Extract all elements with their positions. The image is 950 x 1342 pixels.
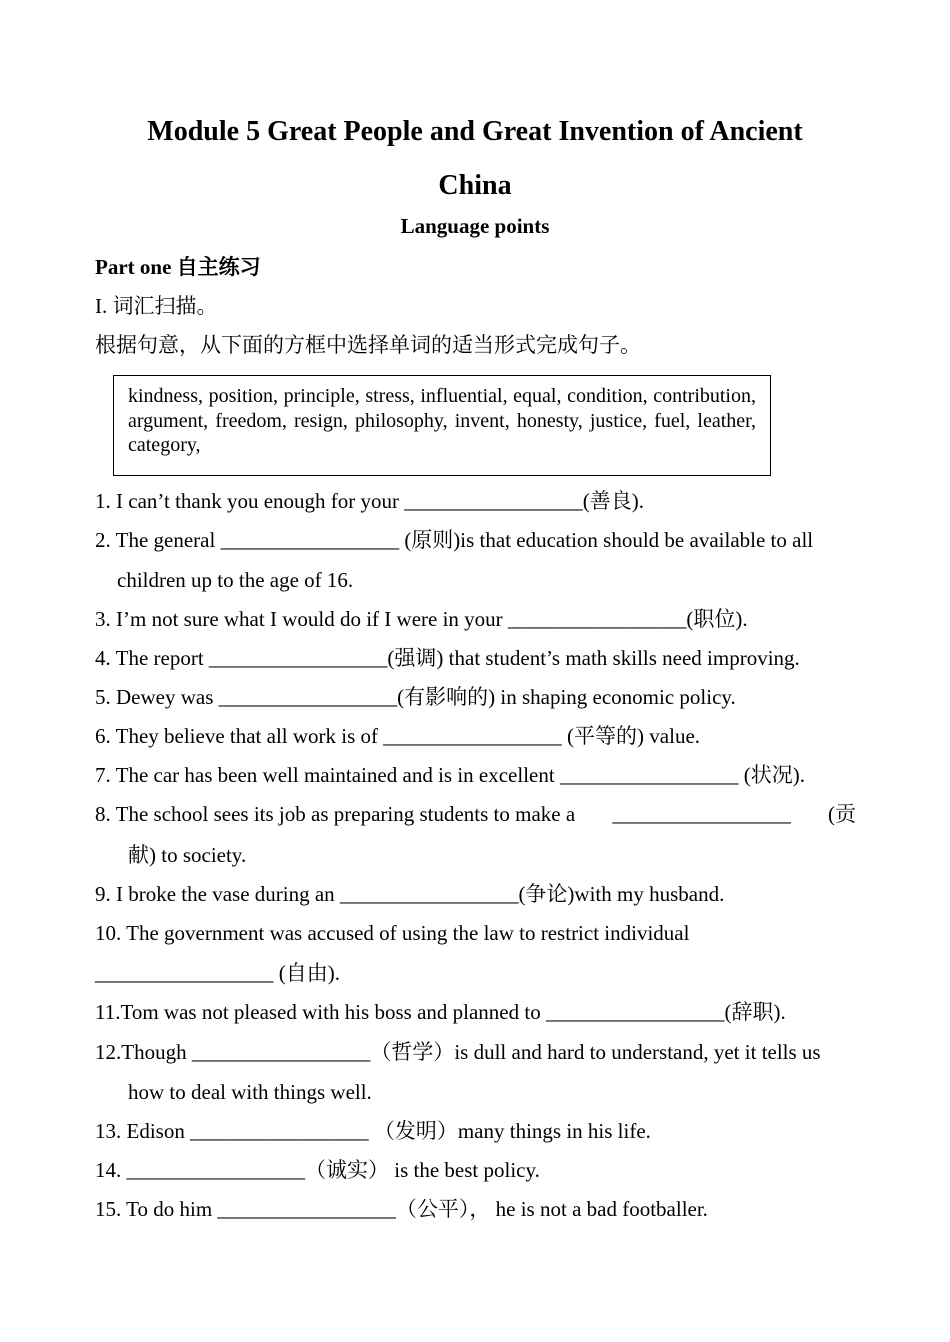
question-10-blank-line [95, 960, 340, 986]
answer-blank-2[interactable]: _________________ [220, 528, 400, 552]
answer-blank-7[interactable]: _________________ [559, 763, 739, 787]
question-4-text: 4. The report [95, 646, 209, 670]
question-1 [95, 488, 644, 514]
question-12-text: 12.Though [95, 1040, 192, 1064]
question-12-continuation: how to deal with things well. [128, 1080, 372, 1104]
question-7-hint: (状况). [738, 763, 805, 787]
question-4 [95, 645, 800, 671]
answer-blank-4[interactable]: _________________ [208, 646, 388, 670]
question-12-hint: （哲学）is dull and hard to understand, yet it tells us [370, 1040, 821, 1064]
question-3-hint: (职位). [686, 607, 748, 631]
instruction: 根据句意，从下面的方框中选择单词的适当形式完成句子。 [95, 333, 641, 357]
question-9-text: 9. I broke the vase during an [95, 882, 340, 906]
answer-blank-5[interactable]: _________________ [218, 685, 398, 709]
question-11-text: 11.Tom was not pleased with his boss and planned to [95, 1000, 546, 1024]
question-8-continuation: 献) to society. [128, 843, 247, 867]
question-2 [95, 527, 813, 553]
question-1-text: 1. I can’t thank you enough for your [95, 489, 405, 513]
question-7-text: 7. The car has been well maintained and is in excellent [95, 763, 560, 787]
answer-blank-15[interactable]: _________________ [217, 1197, 396, 1221]
answer-blank-6[interactable]: _________________ [383, 724, 562, 748]
subtitle: Language points [400, 214, 550, 238]
question-2-text: 2. The general [95, 528, 221, 552]
question-13-hint: （发明）many things in his life. [368, 1119, 651, 1143]
question-2-hint: (原则)is that education should be available to all [399, 528, 814, 552]
question-15-hint: （公平）， he is not a bad footballer. [395, 1197, 708, 1221]
answer-blank-10[interactable]: _________________ [95, 961, 274, 985]
title-line-2: China [438, 170, 512, 201]
section-heading: I. 词汇扫描。 [95, 294, 218, 318]
question-4-hint: (强调) that student’s math skills need improving. [387, 646, 800, 670]
question-6-hint: (平等的) value. [561, 724, 701, 748]
question-5-hint: (有影响的) in shaping economic policy. [397, 685, 736, 709]
question-14-text: 14. [95, 1158, 127, 1182]
question-5 [95, 684, 736, 710]
question-8-hint: (贡 [828, 802, 856, 826]
question-1-hint: (善良). [582, 489, 645, 513]
word-bank-box: kindness, position, principle, stress, influential, equal, condition, contribution, argument, freedom, resign, philosophy, invent, honesty, justice, fuel, leather, category, [113, 375, 771, 476]
question-5-text: 5. Dewey was [95, 685, 219, 709]
question-15 [95, 1196, 708, 1222]
answer-blank-12[interactable]: _________________ [191, 1040, 371, 1064]
question-6-text: 6. They believe that all work is of [95, 724, 384, 748]
question-14 [95, 1157, 540, 1183]
question-7 [95, 762, 805, 788]
question-13-text: 13. Edison [95, 1119, 191, 1143]
answer-blank-14[interactable]: _________________ [126, 1158, 305, 1182]
answer-blank-8[interactable]: _________________ [612, 802, 791, 826]
question-14-hint: （诚实） is the best policy. [305, 1158, 540, 1182]
question-3-text: 3. I’m not sure what I would do if I were in your [95, 607, 508, 631]
question-11-hint: (辞职). [724, 1000, 786, 1024]
answer-blank-1[interactable]: _________________ [404, 489, 583, 513]
question-9-hint: (争论)with my husband. [518, 882, 725, 906]
answer-blank-13[interactable]: _________________ [190, 1119, 369, 1143]
answer-blank-9[interactable]: _________________ [339, 882, 519, 906]
question-8-text: 8. The school sees its job as preparing students to make a [95, 802, 576, 826]
question-8 [95, 801, 856, 827]
question-12 [95, 1039, 821, 1065]
answer-blank-11[interactable]: _________________ [545, 1000, 725, 1024]
question-11 [95, 999, 786, 1025]
question-10: 10. The government was accused of using the law to restrict individual [95, 921, 690, 945]
title-line-1: Module 5 Great People and Great Invention of Ancient [147, 116, 803, 147]
answer-blank-3[interactable]: _________________ [507, 607, 687, 631]
question-15-text: 15. To do him [95, 1197, 218, 1221]
question-9 [95, 881, 724, 907]
question-13 [95, 1118, 651, 1144]
question-3 [95, 606, 748, 632]
question-6 [95, 723, 700, 749]
question-2-continuation: children up to the age of 16. [117, 568, 354, 592]
question-10-hint: (自由). [273, 961, 340, 985]
part-heading: Part one 自主练习 [95, 255, 261, 279]
